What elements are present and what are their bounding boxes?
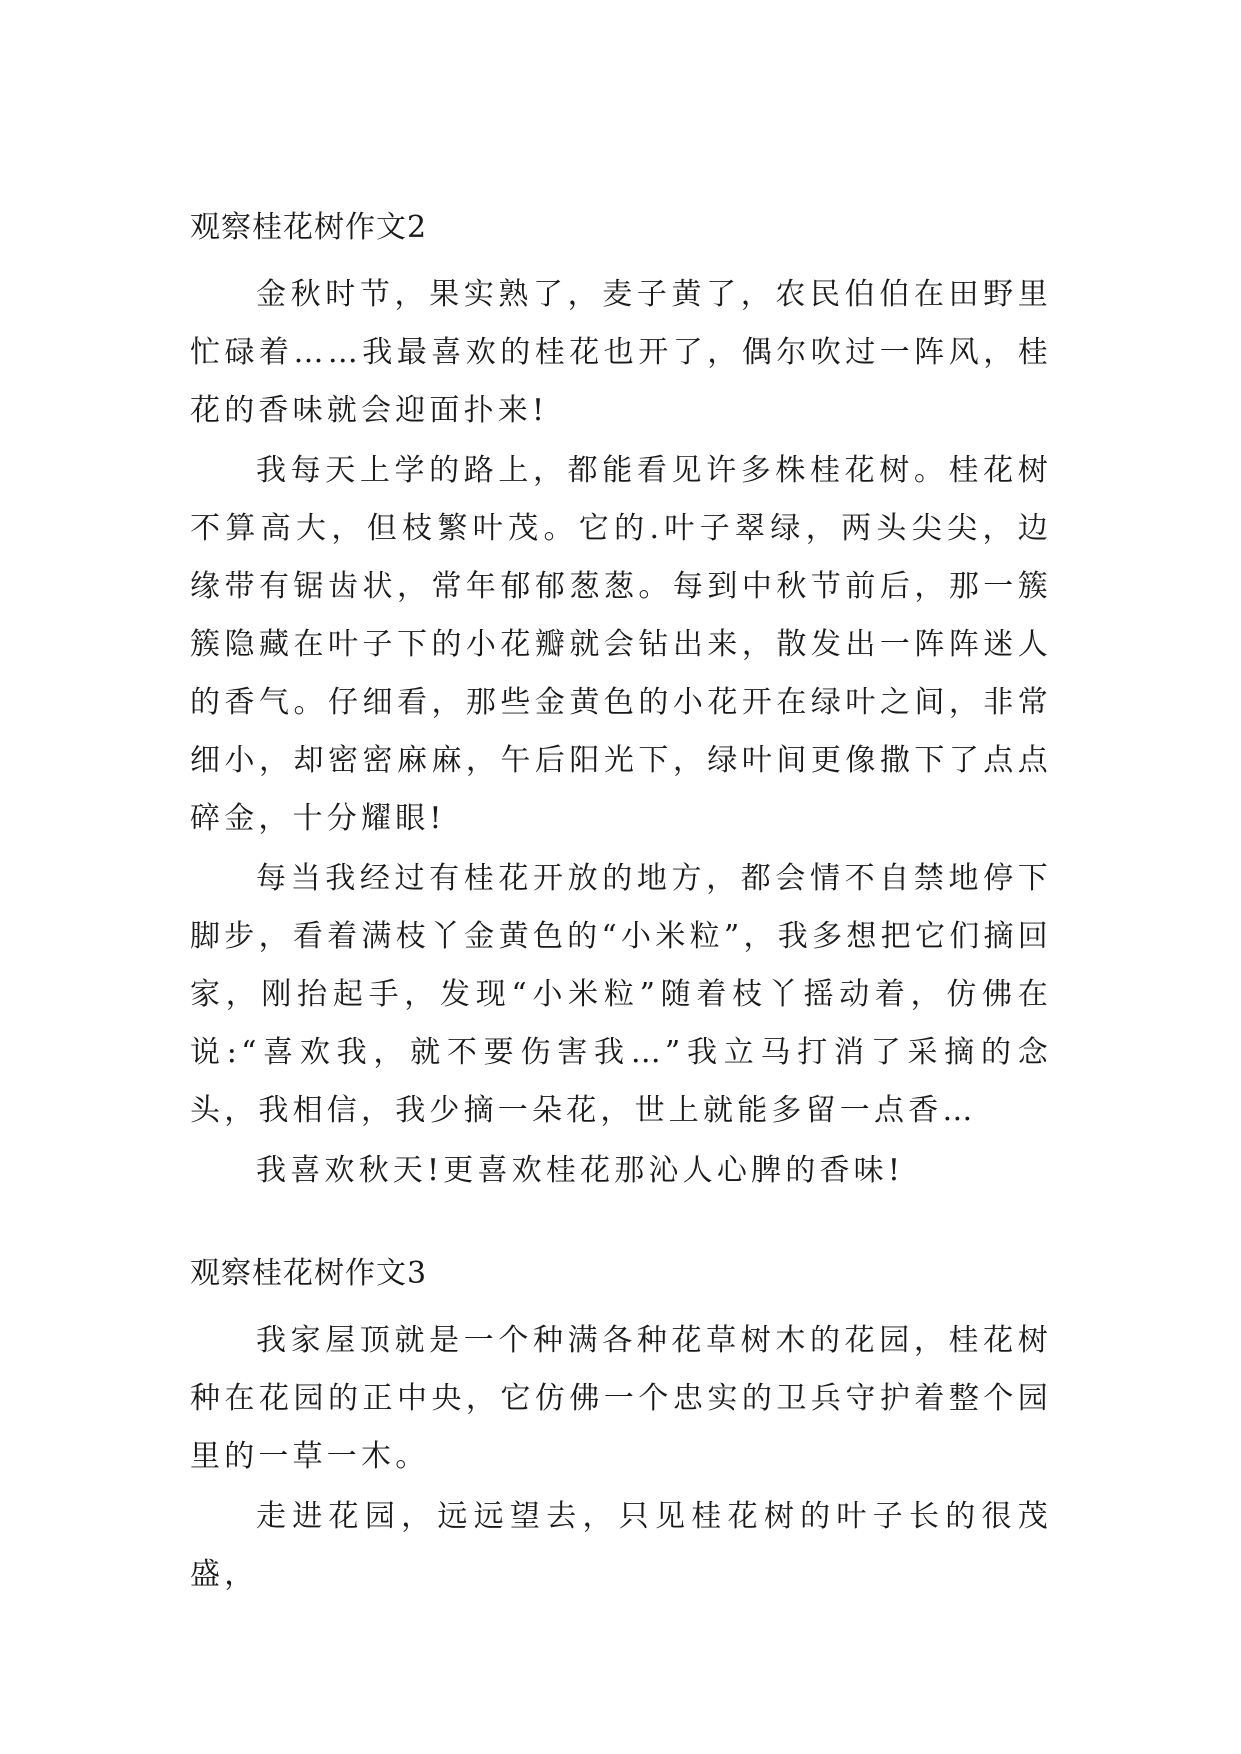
paragraph-essay-3-2: 走进花园，远远望去，只见桂花树的叶子长的很茂盛， xyxy=(190,1499,1052,1592)
paragraph-essay-2-2: 我每天上学的路上，都能看见许多株桂花树。桂花树不算高大，但枝繁叶茂。它的.叶子翠绿，两头尖尖，边缘带有锯齿状，常年郁郁葱葱。每到中秋节前后，那一簇簇隐藏在叶子下的小花瓣就会钻出来，散发出一阵阵迷人的香气。仔细看，那些金黄色的小花开在绿叶之间，非常细小，却密密麻麻，午后阳光下，绿叶间更像撒下了点点碎金，十分耀眼! xyxy=(190,453,1052,836)
section-title-essay-2: 观察桂花树作文2 xyxy=(190,210,428,245)
paragraph-essay-2-3: 每当我经过有桂花开放的地方，都会情不自禁地停下脚步，看着满枝丫金黄色的“小米粒”，我多想把它们摘回家，刚抬起手，发现“小米粒”随着枝丫摇动着，仿佛在说:“喜欢我，就不要伤害我…”我立马打消了采摘的念头，我相信，我少摘一朵花，世上就能多留一点香… xyxy=(190,861,1052,1128)
document-body xyxy=(190,208,1052,1606)
paragraph-essay-3-1: 我家屋顶就是一个种满各种花草树木的花园，桂花树种在花园的正中央，它仿佛一个忠实的卫兵守护着整个园里的一草一木。 xyxy=(190,1323,1052,1474)
paragraph-essay-2-4: 我喜欢秋天!更喜欢桂花那沁人心脾的香味! xyxy=(256,1153,905,1188)
paragraph-essay-2-1: 金秋时节，果实熟了，麦子黄了，农民伯伯在田野里忙碌着……我最喜欢的桂花也开了，偶尔吹过一阵风，桂花的香味就会迎面扑来! xyxy=(190,277,1052,428)
section-title-essay-3: 观察桂花树作文3 xyxy=(190,1256,428,1291)
section-spacer xyxy=(190,1202,1052,1254)
